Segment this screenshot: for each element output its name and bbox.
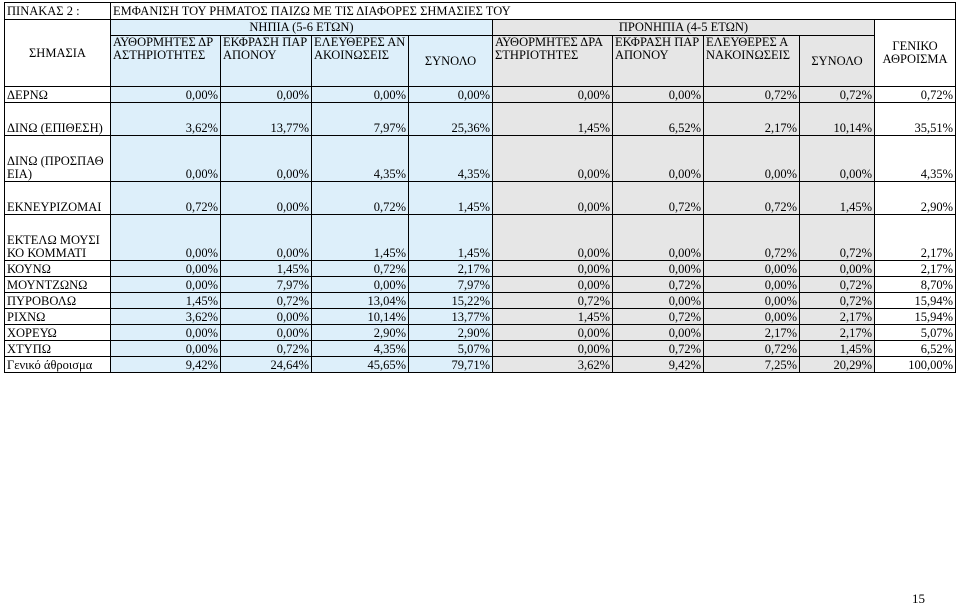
table-cell: 2,90% [312,325,409,341]
table-cell: 0,00% [704,309,800,325]
table-cell: 0,00% [111,87,221,103]
table-cell: 0,00% [493,182,613,215]
table-row [5,277,956,293]
table-cell: 2,17% [875,215,956,261]
table-cell: 0,00% [221,87,312,103]
data-table [4,2,956,373]
table-cell: 1,45% [409,215,493,261]
table-cell: 0,72% [800,215,875,261]
table-cell: 3,62% [111,103,221,136]
row-label: ΧΤΥΠΩ [5,341,111,357]
table-cell: 20,29% [800,357,875,373]
table-row [5,325,956,341]
table-cell: 5,07% [409,341,493,357]
table-row [5,261,956,277]
table-cell: 1,45% [221,261,312,277]
table-cell: 1,45% [800,341,875,357]
row-label: ΔΕΡΝΩ [5,87,111,103]
table-cell: 2,17% [704,103,800,136]
row-label: Γενικό άθροισμα [5,357,111,373]
header-g1-col: ΕΚΦΡΑΣΗ ΠΑΡΑΠΟΝΟΥ [221,36,312,87]
table-cell: 0,00% [704,277,800,293]
table-cell: 0,00% [312,277,409,293]
header-group-pronipia: ΠΡΟΝΗΠΙΑ (4-5 ΕΤΩΝ) [493,20,875,36]
table-cell: 0,00% [111,277,221,293]
table-cell: 6,52% [875,341,956,357]
table-cell: 0,72% [704,182,800,215]
row-label: ΚΟΥΝΩ [5,261,111,277]
table-cell: 0,00% [613,261,704,277]
table-cell: 0,00% [493,87,613,103]
row-label: ΔΙΝΩ (ΠΡΟΣΠΑΘΕΙΑ) [5,136,111,182]
table-cell: 0,72% [704,215,800,261]
table-cell: 0,00% [613,87,704,103]
table-cell: 0,00% [111,325,221,341]
header-g1-col: ΣΥΝΟΛΟ [409,36,493,87]
table-cell: 2,17% [800,309,875,325]
table-row [5,357,956,373]
table-cell: 0,00% [221,215,312,261]
table-row [5,215,956,261]
table-cell: 2,17% [704,325,800,341]
header-g2-col: ΣΥΝΟΛΟ [800,36,875,87]
table-cell: 0,00% [221,136,312,182]
table-cell: 0,00% [493,277,613,293]
header-g2-col: ΕΛΕΥΘΕΡΕΣ ΑΝΑΚΟΙΝΩΣΕΙΣ [704,36,800,87]
table-cell: 0,72% [875,87,956,103]
table-cell: 10,14% [800,103,875,136]
table-row [5,136,956,182]
header-g1-col: ΕΛΕΥΘΕΡΕΣ ΑΝΑΚΟΙΝΩΣΕΙΣ [312,36,409,87]
table-label: ΠΙΝΑΚΑΣ 2 : [5,3,111,20]
table-cell: 0,72% [800,87,875,103]
table-cell: 0,72% [312,261,409,277]
table-cell: 15,94% [875,293,956,309]
table-cell: 0,00% [221,182,312,215]
table-cell: 0,00% [493,325,613,341]
table-cell: 1,45% [312,215,409,261]
table-cell: 35,51% [875,103,956,136]
table-cell: 0,00% [704,261,800,277]
table-cell: 13,77% [221,103,312,136]
table-cell: 2,17% [409,261,493,277]
row-label: ΡΙΧΝΩ [5,309,111,325]
table-cell: 6,52% [613,103,704,136]
table-cell: 79,71% [409,357,493,373]
table-cell: 25,36% [409,103,493,136]
table-cell: 0,00% [800,136,875,182]
table-cell: 0,72% [613,309,704,325]
table-cell: 3,62% [111,309,221,325]
table-cell: 0,72% [221,341,312,357]
table-cell: 0,00% [312,87,409,103]
row-label: ΜΟΥΝΤΖΩΝΩ [5,277,111,293]
table-cell: 0,00% [111,341,221,357]
table-cell: 4,35% [875,136,956,182]
table-cell: 0,72% [800,293,875,309]
table-cell: 4,35% [409,136,493,182]
table-cell: 0,00% [111,136,221,182]
table-cell: 8,70% [875,277,956,293]
table-cell: 5,07% [875,325,956,341]
table-cell: 7,25% [704,357,800,373]
table-cell: 0,00% [493,136,613,182]
row-label: ΕΚΝΕΥΡΙΖΟΜΑΙ [5,182,111,215]
table-row [5,87,956,103]
table-row [5,103,956,136]
table-cell: 0,00% [493,341,613,357]
table-cell: 1,45% [493,309,613,325]
table-cell: 2,17% [875,261,956,277]
table-cell: 15,94% [875,309,956,325]
table-cell: 0,72% [800,277,875,293]
table-cell: 13,77% [409,309,493,325]
table-cell: 0,00% [800,261,875,277]
table-cell: 7,97% [312,103,409,136]
table-cell: 15,22% [409,293,493,309]
table-cell: 1,45% [493,103,613,136]
table-cell: 0,00% [613,325,704,341]
table-cell: 0,00% [409,87,493,103]
table-cell: 0,00% [111,215,221,261]
table-cell: 0,72% [704,341,800,357]
table-cell: 0,00% [613,215,704,261]
table-cell: 1,45% [800,182,875,215]
header-g2-col: ΕΚΦΡΑΣΗ ΠΑΡΑΠΟΝΟΥ [613,36,704,87]
header-g2-col: ΑΥΘΟΡΜΗΤΕΣ ΔΡΑΣΤΗΡΙΟΤΗΤΕΣ [493,36,613,87]
table-cell: 0,00% [613,136,704,182]
table-cell: 0,00% [111,261,221,277]
table-cell: 0,00% [221,325,312,341]
table-cell: 0,00% [613,293,704,309]
table-row [5,341,956,357]
table-cell: 0,00% [221,309,312,325]
table-cell: 0,72% [111,182,221,215]
table-cell: 0,72% [312,182,409,215]
header-g1-col: ΑΥΘΟΡΜΗΤΕΣ ΔΡΑΣΤΗΡΙΟΤΗΤΕΣ [111,36,221,87]
table-cell: 0,00% [493,215,613,261]
header-meaning: ΣΗΜΑΣΙΑ [5,20,111,87]
table-cell: 100,00% [875,357,956,373]
row-label: ΧΟΡΕΥΩ [5,325,111,341]
table-cell: 24,64% [221,357,312,373]
table-cell: 0,72% [613,341,704,357]
table-cell: 0,72% [613,277,704,293]
table-cell: 2,90% [875,182,956,215]
table-cell: 0,72% [704,87,800,103]
table-cell: 9,42% [613,357,704,373]
table-cell: 4,35% [312,341,409,357]
table-row [5,293,956,309]
table-cell: 13,04% [312,293,409,309]
row-label: ΕΚΤΕΛΩ ΜΟΥΣΙΚΟ ΚΟΜΜΑΤΙ [5,215,111,261]
table-cell: 7,97% [221,277,312,293]
table-cell: 0,72% [493,293,613,309]
table-cell: 7,97% [409,277,493,293]
table-cell: 45,65% [312,357,409,373]
table-cell: 4,35% [312,136,409,182]
table-row [5,182,956,215]
table-row [5,309,956,325]
table-cell: 0,00% [704,136,800,182]
table-cell: 2,17% [800,325,875,341]
data-table-container [4,2,956,373]
table-cell: 0,72% [221,293,312,309]
row-label: ΔΙΝΩ (ΕΠΙΘΕΣΗ) [5,103,111,136]
header-group-nipia: ΝΗΠΙΑ (5-6 ΕΤΩΝ) [111,20,493,36]
table-body [5,87,956,373]
table-cell: 10,14% [312,309,409,325]
table-cell: 3,62% [493,357,613,373]
table-cell: 2,90% [409,325,493,341]
table-cell: 0,72% [613,182,704,215]
table-cell: 1,45% [111,293,221,309]
table-cell: 0,00% [493,261,613,277]
page-number: 15 [912,591,925,606]
table-cell: 1,45% [409,182,493,215]
row-label: ΠΥΡΟΒΟΛΩ [5,293,111,309]
table-cell: 9,42% [111,357,221,373]
header-grand-total: ΓΕΝΙΚΟ ΑΘΡΟΙΣΜΑ [875,20,956,87]
table-title: ΕΜΦΑΝΙΣΗ ΤΟΥ ΡΗΜΑΤΟΣ ΠΑΙΖΩ ΜΕ ΤΙΣ ΔΙΑΦΟΡΕΣ ΣΗΜΑΣΙΕΣ ΤΟΥ [111,3,956,20]
table-cell: 0,00% [704,293,800,309]
